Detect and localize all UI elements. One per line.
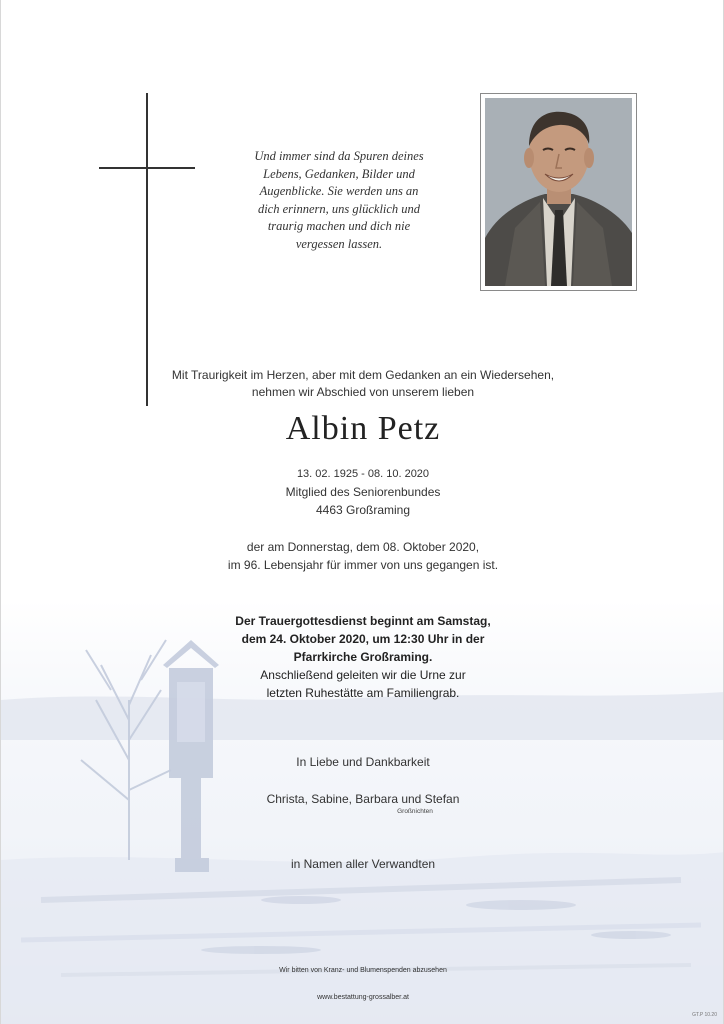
portrait-photo (480, 93, 637, 291)
family-relation-label: Großnichten (397, 808, 433, 815)
membership-text: Mitglied des Seniorenbundes (285, 485, 441, 499)
service-line: Der Trauergottesdienst beginnt am Samstag, (235, 614, 491, 628)
intro-text (1, 367, 724, 401)
service-line: dem 24. Oktober 2020, um 12:30 Uhr in der (241, 632, 485, 646)
document-code: GT.P 10.20 (692, 1012, 717, 1018)
verse-line: vergessen lassen. (295, 236, 383, 251)
portrait-image (485, 98, 632, 286)
verse-line: dich erinnern, uns glücklich und (257, 201, 421, 216)
passing-text (1, 538, 724, 574)
location-text: 4463 Großraming (315, 503, 411, 517)
flower-request-note: Wir bitten von Kranz- und Blumenspenden abzusehen (279, 967, 447, 974)
service-line: letzten Ruhestätte am Familiengrab. (266, 686, 460, 700)
cross-icon (146, 93, 148, 406)
deceased-details (1, 483, 724, 519)
closing-phrase: In Liebe und Dankbarkeit (296, 755, 430, 769)
deceased-name: Albin Petz (285, 410, 441, 447)
funeral-home-website: www.bestattung-grossalber.at (317, 994, 409, 1001)
relatives-phrase: in Namen aller Verwandten (290, 857, 436, 871)
verse-line: Lebens, Gedanken, Bilder und (263, 166, 415, 181)
memorial-verse (219, 148, 459, 254)
verse-line: traurig machen und dich nie (267, 219, 411, 234)
funeral-service-info (1, 612, 724, 702)
service-line: Pfarrkirche Großraming. (293, 650, 433, 664)
service-line: Anschließend geleiten wir die Urne zur (260, 668, 466, 682)
intro-line: nehmen wir Abschied von unserem lieben (251, 385, 475, 399)
passing-line: der am Donnerstag, dem 08. Oktober 2020, (246, 540, 480, 554)
cross-icon-bar (99, 167, 195, 169)
verse-line: Augenblicke. Sie werden uns an (259, 184, 419, 199)
intro-line: Mit Traurigkeit im Herzen, aber mit dem Gedanken an ein Wiedersehen, (171, 368, 555, 382)
family-names: Christa, Sabine, Barbara und Stefan (266, 792, 460, 806)
passing-line: im 96. Lebensjahr für immer von uns gegangen ist. (227, 558, 499, 572)
life-dates: 13. 02. 1925 - 08. 10. 2020 (296, 468, 430, 480)
verse-line: Und immer sind da Spuren deines (254, 149, 424, 163)
